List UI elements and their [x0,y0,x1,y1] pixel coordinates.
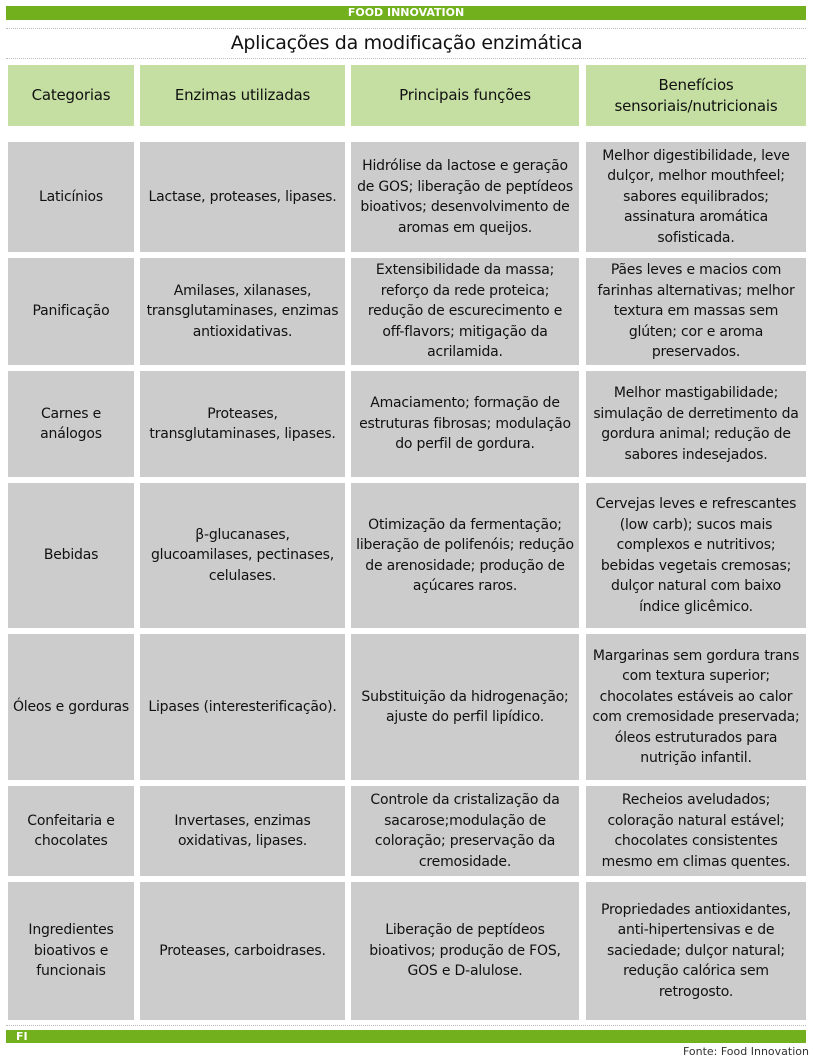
table-cell [8,142,134,252]
cell-text: Melhor digestibilidade, leve dulçor, melhor mouthfeel; sabores equilibrados; assinatura aromática sofisticada. [602,147,790,246]
header-bar: FOOD INNOVATION [6,6,806,20]
table-cell [140,634,345,780]
cell-text: Margarinas sem gordura trans com textura superior; chocolates estáveis ao calor com cremosidade preservada; óleos estruturados para nutrição infantil. [592,647,800,766]
cell-text: Benefícios sensoriais/nutricionais [614,76,778,115]
table-cell [351,371,579,477]
cell-text: Óleos e gorduras [12,698,130,715]
table-cell [140,142,345,252]
cell-text: Invertases, enzimas oxidativas, lipases. [174,812,311,849]
table-cell [8,882,134,1020]
table-cell [351,634,579,780]
cell-text: Principais funções [399,86,531,105]
cell-text: Proteases, transglutaminases, lipases. [149,405,336,442]
page-title: Aplicações da modificação enzimática [230,32,583,54]
table-cell [8,786,134,876]
cell-text: Cervejas leves e refrescantes (low carb); sucos mais complexos e nutritivos; bebidas vegetais cremosas; dulçor natural com baixo índice glicêmico. [595,496,797,615]
cell-text: Melhor mastigabilidade; simulação de derretimento da gordura animal; redução de sabores indesejados. [593,385,799,463]
table-cell [140,258,345,365]
cell-text: Lipases (interesterificação). [148,698,337,715]
table-cell [351,882,579,1020]
cell-text: Liberação de peptídeos bioativos; produção de FOS, GOS e D-alulose. [369,922,561,980]
table-cell [8,634,134,780]
table-cell [8,258,134,365]
table-cell [586,142,806,252]
divider [6,1025,806,1026]
table-cell [140,483,345,628]
cell-text: Substituição da hidrogenação; ajuste do perfil lipídico. [361,688,569,725]
table-cell [586,634,806,780]
divider [6,28,806,29]
table-cell [351,483,579,628]
cell-text: Proteases, carboidrases. [159,942,326,959]
cell-text: Amilases, xilanases, transglutaminases, enzimas antioxidativas. [146,282,339,340]
cell-text: Confeitaria e chocolates [27,812,115,849]
table-cell [586,786,806,876]
cell-text: Lactase, proteases, lipases. [148,188,337,205]
cell-text: Hidrólise da lactose e geração de GOS; liberação de peptídeos bioativos; desenvolvimento de aromas em queijos. [357,158,573,236]
cell-text: Amaciamento; formação de estruturas fibrosas; modulação do perfil de gordura. [359,395,571,453]
table-cell [8,483,134,628]
cell-text: Pães leves e macios com farinhas alternativas; melhor textura em massas sem glúten; cor e aroma preservados. [597,262,795,361]
table-cell [140,882,345,1020]
cell-text: β-glucanases, glucoamilases, pectinases, celulases. [150,526,335,584]
cell-text: Extensibilidade da massa; reforço da rede proteica; redução de escurecimento e off-flavors; mitigação da acrilamida. [367,262,563,361]
cell-text: Controle da cristalização da sacarose;modulação de coloração; preservação da cremosidade. [370,792,560,870]
table-cell [586,258,806,365]
table-cell [140,786,345,876]
cell-text: Panificação [32,303,110,320]
column-header [8,65,134,126]
cell-text: Propriedades antioxidantes, anti-hipertensivas e de saciedade; dulçor natural; redução calórica sem retrogosto. [601,901,791,1000]
divider [6,58,806,59]
cell-text: Bebidas [43,547,99,564]
table-cell [140,371,345,477]
source-caption: Fonte: Food Innovation [682,1045,809,1058]
cell-text: Recheios aveludados; coloração natural estável; chocolates consistentes mesmo em climas quentes. [601,792,791,870]
table-cell [351,258,579,365]
cell-text: Ingredientes bioativos e funcionais [28,922,114,980]
column-header [586,65,806,126]
table-cell [586,371,806,477]
footer-bar: FI [6,1030,806,1043]
table-cell [586,882,806,1020]
table-cell [351,142,579,252]
table-cell [351,786,579,876]
table-cell [8,371,134,477]
cell-text: Enzimas utilizadas [174,86,311,105]
cell-text: Carnes e análogos [40,405,102,442]
cell-text: Categorias [31,86,111,105]
column-header [140,65,345,126]
cell-text: Laticínios [39,188,103,205]
cell-text: Otimização da fermentação; liberação de polifenóis; redução de arenosidade; produção de açúcares raros. [356,516,574,594]
table-cell [586,483,806,628]
column-header [351,65,579,126]
